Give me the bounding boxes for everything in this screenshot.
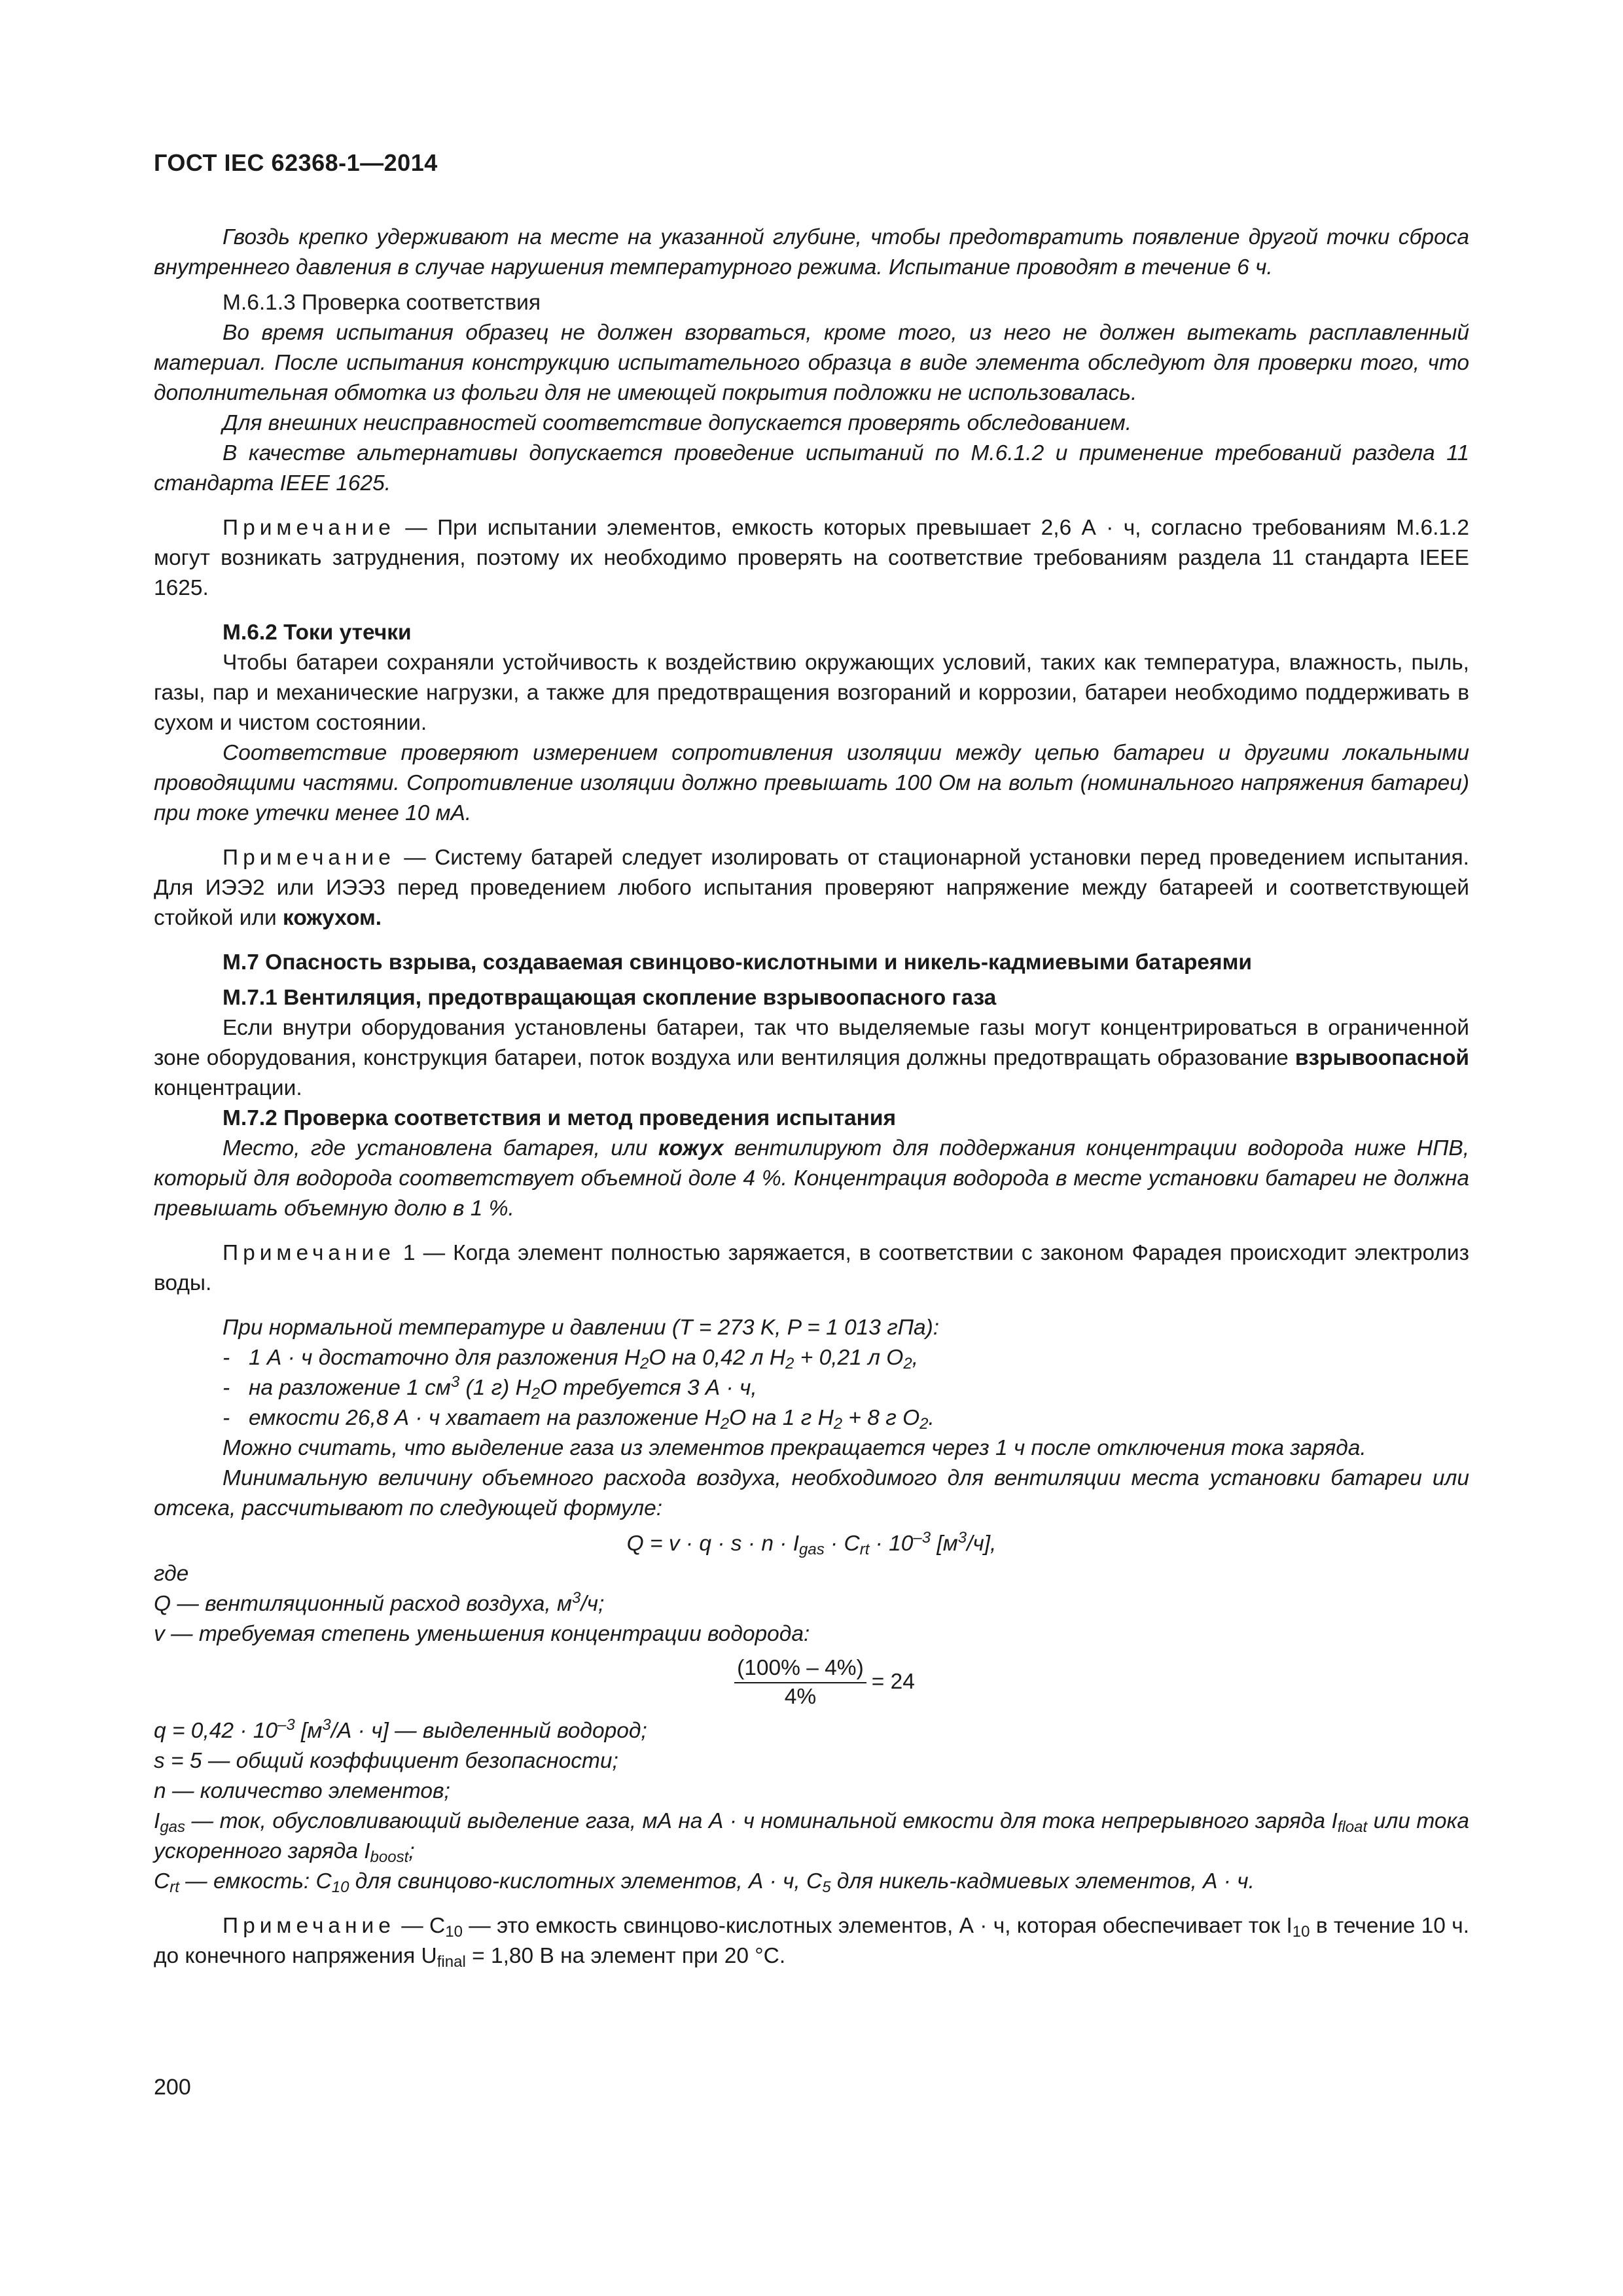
subscript: 2 xyxy=(903,1355,912,1372)
note-label: Примечание xyxy=(223,846,395,870)
paragraph: Можно считать, что выделение газа из элементов прекращается через 1 ч после отключения тока заряда. xyxy=(223,1436,1366,1460)
text-run: [м xyxy=(931,1532,958,1556)
note-label: Примечание xyxy=(223,516,395,540)
text-run: Если внутри оборудования установлены батареи, так что выделяемые газы могут концентрироваться в ограниченной зоне оборудования, конструкция батареи, поток воздуха или вентиляция должны предотвращать образование xyxy=(154,1016,1469,1070)
text-run: C xyxy=(154,1869,170,1893)
text-run: . xyxy=(928,1406,935,1430)
note xyxy=(154,1238,1469,1299)
note-label: Примечание xyxy=(223,1241,395,1265)
text-run: ; xyxy=(408,1839,415,1863)
paragraph: Минимальную величину объемного расхода воздуха, необходимого для вентиляции места установки батареи или отсека, рассчитывают по следующей формуле: xyxy=(154,1466,1469,1520)
text-run: 1 А · ч достаточно для разложения H xyxy=(249,1346,641,1370)
note xyxy=(154,1911,1469,1971)
text-run: (1 г) H xyxy=(459,1376,531,1400)
where-label: где xyxy=(154,1562,189,1586)
definition xyxy=(154,1867,1469,1897)
definition: v — требуемая степень уменьшения концентрации водорода: xyxy=(154,1622,810,1646)
section-heading: М.7 Опасность взрыва, создаваемая свинцово-кислотными и никель-кадмиевыми батареями xyxy=(223,950,1252,975)
paragraph: Гвоздь крепко удерживают на месте на указанной глубине, чтобы предотвратить появление другой точки сброса внутреннего давления в случае нарушения температурного режима. Испытание проводят в течение 6 ч. xyxy=(154,225,1469,279)
note-text: — При испытании элементов, емкость которых превышает 2,6 А · ч, согласно требованиям М.6.1.2 могут возникать затруднения, поэтому их необходимо проверять на соответствие требованиям раздела 11 стандарта IEEE 1625. xyxy=(154,516,1469,600)
text-run: в течение 10 ч. до конечного напряжения U xyxy=(154,1914,1469,1968)
fraction-result: = 24 xyxy=(871,1669,915,1694)
text-run: — ток, обусловливающий выделение газа, мА на А · ч номинальной емкости для тока непрерывного заряда I xyxy=(185,1809,1338,1833)
text-run: емкости 26,8 А · ч хватает на разложение H xyxy=(249,1406,721,1430)
subscript: 10 xyxy=(1292,1923,1310,1941)
text-run: O на 1 г H xyxy=(729,1406,834,1430)
dash: - xyxy=(223,1346,230,1370)
note-text: 1 — Когда элемент полностью заряжается, в соответствии с законом Фарадея происходит электролиз воды. xyxy=(154,1241,1469,1295)
subscript: gas xyxy=(799,1541,825,1558)
paragraph: Чтобы батареи сохраняли устойчивость к воздействию окружающих условий, таких как температура, влажность, пыль, газы, пар и механические нагрузки, а также для предотвращения возгораний и коррозии, батареи необходимо поддерживать в сухом и чистом состоянии. xyxy=(154,651,1469,735)
formula xyxy=(154,1529,1469,1559)
note xyxy=(154,513,1469,603)
term: взрывоопасной xyxy=(1294,1046,1469,1070)
subscript: 10 xyxy=(445,1923,463,1941)
list-item xyxy=(154,1373,1469,1403)
superscript: –3 xyxy=(277,1716,295,1734)
text-run: · 10 xyxy=(869,1532,914,1556)
text-run: для никель-кадмиевых элементов, А · ч. xyxy=(830,1869,1255,1893)
paragraph xyxy=(154,1134,1469,1224)
paragraph xyxy=(154,1013,1469,1103)
superscript: 3 xyxy=(957,1529,967,1547)
text-run: I xyxy=(154,1809,160,1833)
subscript: rt xyxy=(169,1878,179,1896)
paragraph: При нормальной температуре и давлении (T = 273 K, P = 1 013 гПа): xyxy=(223,1316,940,1340)
text-run: — C xyxy=(395,1914,446,1938)
term: кожух xyxy=(658,1136,724,1160)
text-run: Место, где установлена батарея, или xyxy=(223,1136,658,1160)
fraction xyxy=(734,1655,866,1711)
text-run: вентилируют для поддержания концентрации водорода ниже НПВ, который для водорода соответствует объемной доле 4 %. Концентрация водорода в месте установки батареи не должна превышать объемную долю в 1 %. xyxy=(154,1136,1469,1221)
dash: - xyxy=(223,1406,230,1430)
list-item xyxy=(154,1343,1469,1373)
document-header: ГОСТ IEC 62368-1—2014 xyxy=(154,149,438,176)
text-run: , xyxy=(912,1346,919,1370)
text-run: + 0,21 л O xyxy=(794,1346,904,1370)
subscript: final xyxy=(437,1953,466,1971)
subscript: 2 xyxy=(833,1415,843,1433)
section-heading: М.7.1 Вентиляция, предотвращающая скопление взрывоопасного газа xyxy=(223,986,997,1010)
text-run: O требуется 3 А · ч, xyxy=(540,1376,757,1400)
text-run: концентрации. xyxy=(154,1076,302,1100)
paragraph: В качестве альтернативы допускается проведение испытаний по М.6.1.2 и применение требований раздела 11 стандарта IEEE 1625. xyxy=(154,441,1469,495)
subscript: boost xyxy=(370,1848,409,1866)
definition: n — количество элементов; xyxy=(154,1779,450,1803)
section-heading: М.6.2 Токи утечки xyxy=(223,620,412,645)
list-item xyxy=(154,1403,1469,1433)
page-number: 200 xyxy=(154,2075,191,2100)
text-run: для свинцово-кислотных элементов, А · ч, C xyxy=(349,1869,823,1893)
subscript: 2 xyxy=(919,1415,929,1433)
note xyxy=(154,843,1469,933)
text-run: O на 0,42 л H xyxy=(649,1346,786,1370)
fraction-formula xyxy=(154,1655,1469,1711)
text-run: + 8 г O xyxy=(842,1406,920,1430)
section-heading: М.7.2 Проверка соответствия и метод проведения испытания xyxy=(223,1106,896,1130)
subscript: 10 xyxy=(331,1878,349,1896)
subscript: 2 xyxy=(531,1385,541,1403)
dash: - xyxy=(223,1376,230,1400)
text-run: Q = v · q · s · n · I xyxy=(626,1532,800,1556)
text-run: = 1,80 В на элемент при 20 °С. xyxy=(465,1944,786,1968)
fraction-numerator: (100% – 4%) xyxy=(734,1655,866,1683)
subscript: rt xyxy=(859,1541,870,1558)
text-run: /ч], xyxy=(967,1532,997,1556)
subscript: float xyxy=(1337,1818,1368,1836)
superscript: 3 xyxy=(571,1589,581,1607)
subscript: 5 xyxy=(822,1878,831,1896)
definition xyxy=(154,1716,1469,1746)
fraction-denominator: 4% xyxy=(784,1685,817,1709)
paragraph: Во время испытания образец не должен взорваться, кроме того, из него не должен вытекать расплавленный материал. После испытания конструкцию испытательного образца в виде элемента обследуют для проверки того, что дополнительная обмотка из фольги для не имеющей покрытия подложки не использовалась. xyxy=(154,321,1469,405)
definition: s = 5 — общий коэффициент безопасности; xyxy=(154,1749,618,1773)
text-run: q = 0,42 · 10 xyxy=(154,1719,278,1743)
superscript: 3 xyxy=(322,1716,331,1734)
text-run: — емкость: C xyxy=(179,1869,332,1893)
page-content xyxy=(154,223,1469,1971)
subscript: 2 xyxy=(720,1415,730,1433)
definition xyxy=(154,1589,1469,1619)
note-label: Примечание xyxy=(223,1914,395,1938)
definition xyxy=(154,1806,1469,1867)
paragraph: Для внешних неисправностей соответствие допускается проверять обследованием. xyxy=(223,411,1132,435)
text-run: — это емкость свинцово-кислотных элементов, А · ч, которая обеспечивает ток I xyxy=(462,1914,1293,1938)
subsection-heading: М.6.1.3 Проверка соответствия xyxy=(223,291,541,315)
subscript: 2 xyxy=(640,1355,649,1372)
text-run: · C xyxy=(824,1532,860,1556)
text-run: /А · ч] — выделенный водород; xyxy=(330,1719,647,1743)
superscript: –3 xyxy=(913,1529,931,1547)
note-text: — Систему батарей следует изолировать от стационарной установки перед проведением испытания. Для ИЭЭ2 или ИЭЭ3 перед проведением любого испытания проверяют напряжение между батареей и соответствующей стойкой или xyxy=(154,846,1469,930)
paragraph: Соответствие проверяют измерением сопротивления изоляции между цепью батареи и другими локальными проводящими частями. Сопротивление изоляции должно превышать 100 Ом на вольт (номинального напряжения батареи) при токе утечки менее 10 мА. xyxy=(154,741,1469,825)
text-run: Q — вентиляционный расход воздуха, м xyxy=(154,1592,572,1616)
subscript: 2 xyxy=(785,1355,794,1372)
text-run: /ч; xyxy=(580,1592,605,1616)
superscript: 3 xyxy=(450,1373,460,1391)
text-run: на разложение 1 см xyxy=(249,1376,451,1400)
text-run: [м xyxy=(294,1719,323,1743)
note-term: кожухом. xyxy=(283,906,382,930)
subscript: gas xyxy=(160,1818,186,1836)
text-run: или тока ускоренного заряда I xyxy=(154,1809,1469,1863)
